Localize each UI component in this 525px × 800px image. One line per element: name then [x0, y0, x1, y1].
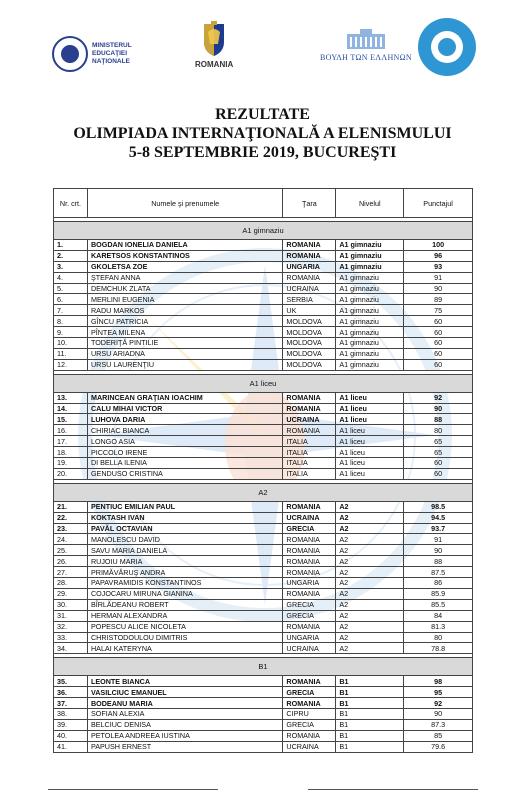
cell-country: ROMANIA: [283, 698, 336, 709]
cell-score: 80: [404, 425, 473, 436]
cell-name: LONGO ASIA: [87, 436, 282, 447]
cell-nr: 14.: [54, 403, 88, 414]
cell-country: ROMANIA: [283, 730, 336, 741]
cell-level: A1 gimnaziu: [336, 294, 404, 305]
table-header-row: [54, 189, 473, 218]
cell-nr: 3.: [54, 261, 88, 272]
table-row: [54, 599, 473, 610]
section-header-row: [54, 658, 473, 676]
cell-name: HALAI KATERYNA: [87, 643, 282, 654]
cell-country: ROMANIA: [283, 403, 336, 414]
ministry-line-1: MINISTERUL: [92, 42, 132, 49]
cell-name: PETOLEA ANDREEA IUSTINA: [87, 730, 282, 741]
cell-score: 78.8: [404, 643, 473, 654]
cell-nr: 40.: [54, 730, 88, 741]
cell-name: VASILCIUC EMANUEL: [87, 687, 282, 698]
cell-name: SAVU MARIA DANIELA: [87, 545, 282, 556]
cell-name: COJOCARU MIRUNA GIANINA: [87, 588, 282, 599]
cell-level: A2: [336, 588, 404, 599]
cell-country: ROMANIA: [283, 250, 336, 261]
cell-nr: 30.: [54, 599, 88, 610]
hellenism-olympiad-seal: [418, 18, 476, 76]
cell-country: MOLDOVA: [283, 348, 336, 359]
table-row: [54, 512, 473, 523]
cell-nr: 24.: [54, 534, 88, 545]
results-body: [54, 218, 473, 753]
cell-level: B1: [336, 719, 404, 730]
cell-country: ITALIA: [283, 436, 336, 447]
cell-country: GRECIA: [283, 523, 336, 534]
table-row: [54, 283, 473, 294]
cell-level: A1 gimnaziu: [336, 316, 404, 327]
table-row: [54, 468, 473, 479]
cell-country: UK: [283, 305, 336, 316]
cell-nr: 5.: [54, 283, 88, 294]
cell-level: A1 gimnaziu: [336, 272, 404, 283]
cell-name: RADU MARKOS: [87, 305, 282, 316]
cell-country: ITALIA: [283, 468, 336, 479]
cell-country: UCRAINA: [283, 643, 336, 654]
cell-level: B1: [336, 687, 404, 698]
cell-nr: 25.: [54, 545, 88, 556]
cell-country: UNGARIA: [283, 632, 336, 643]
title-line-1: REZULTATE: [215, 106, 310, 123]
cell-name: PRIMĂVĂRUŞ ANDRA: [87, 567, 282, 578]
table-row: [54, 338, 473, 349]
cell-name: MERLINI EUGENIA: [87, 294, 282, 305]
page-header: [0, 0, 525, 95]
cell-level: A2: [336, 567, 404, 578]
cell-score: 65: [404, 447, 473, 458]
title-line-2: OLIMPIADA INTERNAŢIONALĂ A ELENISMULUI: [73, 125, 452, 142]
cell-country: MOLDOVA: [283, 327, 336, 338]
table-row: [54, 556, 473, 567]
cell-nr: 12.: [54, 359, 88, 370]
cell-name: PICCOLO IRENE: [87, 447, 282, 458]
cell-name: BÎRLĂDEANU ROBERT: [87, 599, 282, 610]
cell-score: 65: [404, 436, 473, 447]
table-row: [54, 687, 473, 698]
cell-score: 60: [404, 458, 473, 469]
table-row: [54, 316, 473, 327]
cell-score: 60: [404, 468, 473, 479]
cell-score: 100: [404, 240, 473, 251]
cell-country: ROMANIA: [283, 556, 336, 567]
cell-name: BELCIUC DENISA: [87, 719, 282, 730]
cell-level: A1 liceu: [336, 414, 404, 425]
header-name: Numele şi prenumele: [87, 189, 282, 218]
cell-name: PAPUSH ERNEST: [87, 741, 282, 752]
cell-level: A2: [336, 512, 404, 523]
title-line-3: 5-8 SEPTEMBRIE 2019, BUCUREŞTI: [128, 144, 397, 161]
cell-nr: 8.: [54, 316, 88, 327]
cell-name: RUJOIU MARIA: [87, 556, 282, 567]
table-row: [54, 621, 473, 632]
cell-nr: 33.: [54, 632, 88, 643]
header-country: Ţara: [283, 189, 336, 218]
cell-nr: 6.: [54, 294, 88, 305]
cell-level: A1 liceu: [336, 425, 404, 436]
cell-nr: 16.: [54, 425, 88, 436]
header-score: Punctajul: [404, 189, 473, 218]
cell-country: UCRAINA: [283, 414, 336, 425]
cell-country: CIPRU: [283, 708, 336, 719]
cell-nr: 41.: [54, 741, 88, 752]
cell-country: ROMANIA: [283, 501, 336, 512]
table-row: [54, 414, 473, 425]
cell-country: GRECIA: [283, 719, 336, 730]
cell-score: 75: [404, 305, 473, 316]
cell-country: ROMANIA: [283, 545, 336, 556]
cell-score: 81.3: [404, 621, 473, 632]
cell-nr: 13.: [54, 392, 88, 403]
cell-level: A1 liceu: [336, 436, 404, 447]
section-header-row: [54, 222, 473, 240]
cell-score: 90: [404, 283, 473, 294]
cell-score: 88: [404, 414, 473, 425]
cell-nr: 22.: [54, 512, 88, 523]
table-row: [54, 327, 473, 338]
cell-level: B1: [336, 676, 404, 687]
table-row: [54, 567, 473, 578]
document-title: [0, 105, 525, 162]
cell-level: A1 gimnaziu: [336, 359, 404, 370]
cell-country: ROMANIA: [283, 240, 336, 251]
cell-nr: 27.: [54, 567, 88, 578]
cell-nr: 26.: [54, 556, 88, 567]
cell-name: URSU LAURENŢIU: [87, 359, 282, 370]
cell-level: A2: [336, 534, 404, 545]
cell-nr: 34.: [54, 643, 88, 654]
cell-score: 93.7: [404, 523, 473, 534]
cell-name: GENDUSO CRISTINA: [87, 468, 282, 479]
cell-level: A1 gimnaziu: [336, 283, 404, 294]
cell-nr: 28.: [54, 578, 88, 589]
cell-nr: 10.: [54, 338, 88, 349]
cell-name: KOKTASH IVAN: [87, 512, 282, 523]
cell-country: UCRAINA: [283, 741, 336, 752]
cell-nr: 7.: [54, 305, 88, 316]
footer-rule-right: [308, 789, 478, 790]
cell-score: 98: [404, 676, 473, 687]
cell-level: A2: [336, 545, 404, 556]
cell-country: GRECIA: [283, 599, 336, 610]
cell-name: HERMAN ALEXANDRA: [87, 610, 282, 621]
cell-score: 60: [404, 327, 473, 338]
cell-country: SERBIA: [283, 294, 336, 305]
cell-name: CHIRIAC BIANCA: [87, 425, 282, 436]
cell-score: 91: [404, 534, 473, 545]
cell-nr: 38.: [54, 708, 88, 719]
table-row: [54, 458, 473, 469]
cell-level: B1: [336, 741, 404, 752]
cell-name: POPESCU ALICE NICOLETA: [87, 621, 282, 632]
cell-score: 90: [404, 708, 473, 719]
table-row: [54, 261, 473, 272]
table-row: [54, 392, 473, 403]
cell-country: ITALIA: [283, 458, 336, 469]
table-row: [54, 305, 473, 316]
cell-name: PAPAVRAMIDIS KONSTANTINOS: [87, 578, 282, 589]
cell-score: 90: [404, 545, 473, 556]
cell-nr: 4.: [54, 272, 88, 283]
cell-level: A1 gimnaziu: [336, 305, 404, 316]
section-title: A1 liceu: [54, 374, 473, 392]
table-row: [54, 588, 473, 599]
cell-level: B1: [336, 708, 404, 719]
ministry-line-2: EDUCAŢIEI: [92, 50, 128, 57]
cell-nr: 32.: [54, 621, 88, 632]
cell-score: 60: [404, 359, 473, 370]
cell-nr: 36.: [54, 687, 88, 698]
cell-nr: 11.: [54, 348, 88, 359]
cell-country: UCRAINA: [283, 283, 336, 294]
cell-nr: 35.: [54, 676, 88, 687]
cell-score: 98.5: [404, 501, 473, 512]
cell-nr: 17.: [54, 436, 88, 447]
table-row: [54, 545, 473, 556]
romania-coat-of-arms-icon: [198, 20, 230, 58]
table-row: [54, 523, 473, 534]
cell-level: A1 gimnaziu: [336, 250, 404, 261]
cell-name: BOGDAN IONELIA DANIELA: [87, 240, 282, 251]
table-row: [54, 610, 473, 621]
table-row: [54, 447, 473, 458]
cell-level: A1 gimnaziu: [336, 240, 404, 251]
cell-nr: 21.: [54, 501, 88, 512]
cell-nr: 29.: [54, 588, 88, 599]
ministry-logo: [52, 36, 132, 72]
table-row: [54, 501, 473, 512]
section-title: A2: [54, 483, 473, 501]
cell-score: 95: [404, 687, 473, 698]
cell-level: A1 liceu: [336, 458, 404, 469]
table-row: [54, 676, 473, 687]
cell-country: ROMANIA: [283, 425, 336, 436]
cell-level: A2: [336, 599, 404, 610]
cell-country: GRECIA: [283, 687, 336, 698]
cell-nr: 31.: [54, 610, 88, 621]
cell-level: A2: [336, 610, 404, 621]
cell-country: UNGARIA: [283, 261, 336, 272]
cell-name: BODEANU MARIA: [87, 698, 282, 709]
cell-nr: 19.: [54, 458, 88, 469]
cell-country: ITALIA: [283, 447, 336, 458]
cell-country: ROMANIA: [283, 676, 336, 687]
greek-parliament-logo: [320, 28, 412, 62]
table-row: [54, 719, 473, 730]
cell-level: A1 gimnaziu: [336, 261, 404, 272]
cell-score: 85: [404, 730, 473, 741]
cell-name: LEONTE BIANCA: [87, 676, 282, 687]
cell-nr: 37.: [54, 698, 88, 709]
table-row: [54, 425, 473, 436]
section-header-row: [54, 374, 473, 392]
cell-score: 85.5: [404, 599, 473, 610]
table-row: [54, 730, 473, 741]
cell-nr: 2.: [54, 250, 88, 261]
cell-name: KARETSOS KONSTANTINOS: [87, 250, 282, 261]
olympiad-seal-icon: [418, 18, 476, 76]
cell-name: DI BELLA ILENIA: [87, 458, 282, 469]
cell-name: URSU ARIADNA: [87, 348, 282, 359]
cell-level: A1 liceu: [336, 447, 404, 458]
cell-score: 60: [404, 348, 473, 359]
section-title: B1: [54, 658, 473, 676]
cell-level: B1: [336, 698, 404, 709]
romania-logo: [195, 20, 233, 69]
cell-score: 87.3: [404, 719, 473, 730]
cell-name: DEMCHUK ZLATA: [87, 283, 282, 294]
cell-score: 86: [404, 578, 473, 589]
cell-nr: 1.: [54, 240, 88, 251]
cell-score: 90: [404, 403, 473, 414]
cell-country: MOLDOVA: [283, 338, 336, 349]
cell-name: PAVĂL OCTAVIAN: [87, 523, 282, 534]
cell-score: 79.6: [404, 741, 473, 752]
romania-label: ROMANIA: [195, 60, 234, 69]
cell-level: A2: [336, 501, 404, 512]
cell-level: A2: [336, 578, 404, 589]
cell-name: ŞTEFAN ANNA: [87, 272, 282, 283]
cell-nr: 23.: [54, 523, 88, 534]
cell-country: ROMANIA: [283, 621, 336, 632]
cell-score: 87.5: [404, 567, 473, 578]
cell-name: GKOLETSA ZOE: [87, 261, 282, 272]
cell-country: ROMANIA: [283, 534, 336, 545]
cell-level: A2: [336, 632, 404, 643]
cell-level: B1: [336, 730, 404, 741]
parliament-building-icon: [346, 28, 386, 50]
cell-name: MANOLESCU DAVID: [87, 534, 282, 545]
cell-level: A2: [336, 621, 404, 632]
table-row: [54, 741, 473, 752]
cell-level: A1 gimnaziu: [336, 338, 404, 349]
cell-country: ROMANIA: [283, 588, 336, 599]
cell-score: 92: [404, 698, 473, 709]
footer-rule-left: [48, 789, 218, 790]
table-row: [54, 698, 473, 709]
cell-nr: 18.: [54, 447, 88, 458]
cell-country: UCRAINA: [283, 512, 336, 523]
cell-country: ROMANIA: [283, 392, 336, 403]
ministry-emblem-icon: [52, 36, 88, 72]
cell-score: 85.9: [404, 588, 473, 599]
cell-name: LUHOVA DARIA: [87, 414, 282, 425]
header-nr: Nr. crt.: [54, 189, 88, 218]
table-row: [54, 272, 473, 283]
table-row: [54, 708, 473, 719]
cell-nr: 15.: [54, 414, 88, 425]
cell-name: CHRISTODOULOU DIMITRIS: [87, 632, 282, 643]
cell-nr: 39.: [54, 719, 88, 730]
cell-country: GRECIA: [283, 610, 336, 621]
ministry-name: [92, 42, 132, 66]
table-row: [54, 643, 473, 654]
table-row: [54, 578, 473, 589]
cell-name: MARINCEAN GRAŢIAN IOACHIM: [87, 392, 282, 403]
cell-level: A1 liceu: [336, 392, 404, 403]
cell-country: ROMANIA: [283, 272, 336, 283]
cell-name: PENTIUC EMILIAN PAUL: [87, 501, 282, 512]
cell-name: PÎNTEA MILENA: [87, 327, 282, 338]
cell-score: 60: [404, 316, 473, 327]
cell-score: 91: [404, 272, 473, 283]
cell-score: 93: [404, 261, 473, 272]
cell-score: 84: [404, 610, 473, 621]
cell-name: TODERIŢĂ PINTILIE: [87, 338, 282, 349]
cell-country: UNGARIA: [283, 578, 336, 589]
table-row: [54, 348, 473, 359]
greek-parliament-label: ΒΟΥΛΗ ΤΩΝ ΕΛΛΗΝΩΝ: [320, 53, 412, 62]
cell-country: ROMANIA: [283, 567, 336, 578]
cell-level: A1 liceu: [336, 403, 404, 414]
cell-score: 89: [404, 294, 473, 305]
cell-nr: 9.: [54, 327, 88, 338]
cell-level: A2: [336, 643, 404, 654]
cell-level: A2: [336, 523, 404, 534]
table-row: [54, 534, 473, 545]
results-table: [53, 188, 473, 753]
cell-level: A1 gimnaziu: [336, 348, 404, 359]
table-row: [54, 436, 473, 447]
table-row: [54, 250, 473, 261]
table-row: [54, 359, 473, 370]
cell-country: MOLDOVA: [283, 316, 336, 327]
cell-score: 92: [404, 392, 473, 403]
cell-name: CALU MIHAI VICTOR: [87, 403, 282, 414]
section-header-row: [54, 483, 473, 501]
cell-level: A1 gimnaziu: [336, 327, 404, 338]
table-row: [54, 240, 473, 251]
cell-country: MOLDOVA: [283, 359, 336, 370]
cell-level: A1 liceu: [336, 468, 404, 479]
cell-nr: 20.: [54, 468, 88, 479]
cell-name: SOFIAN ALEXIA: [87, 708, 282, 719]
table-row: [54, 632, 473, 643]
table-row: [54, 294, 473, 305]
cell-score: 80: [404, 632, 473, 643]
cell-score: 88: [404, 556, 473, 567]
section-title: A1 gimnaziu: [54, 222, 473, 240]
table-row: [54, 403, 473, 414]
header-level: Nivelul: [336, 189, 404, 218]
cell-score: 60: [404, 338, 473, 349]
ministry-line-3: NAŢIONALE: [92, 58, 130, 65]
cell-score: 94.5: [404, 512, 473, 523]
cell-score: 96: [404, 250, 473, 261]
cell-name: GÎNCU PATRICIA: [87, 316, 282, 327]
cell-level: A2: [336, 556, 404, 567]
